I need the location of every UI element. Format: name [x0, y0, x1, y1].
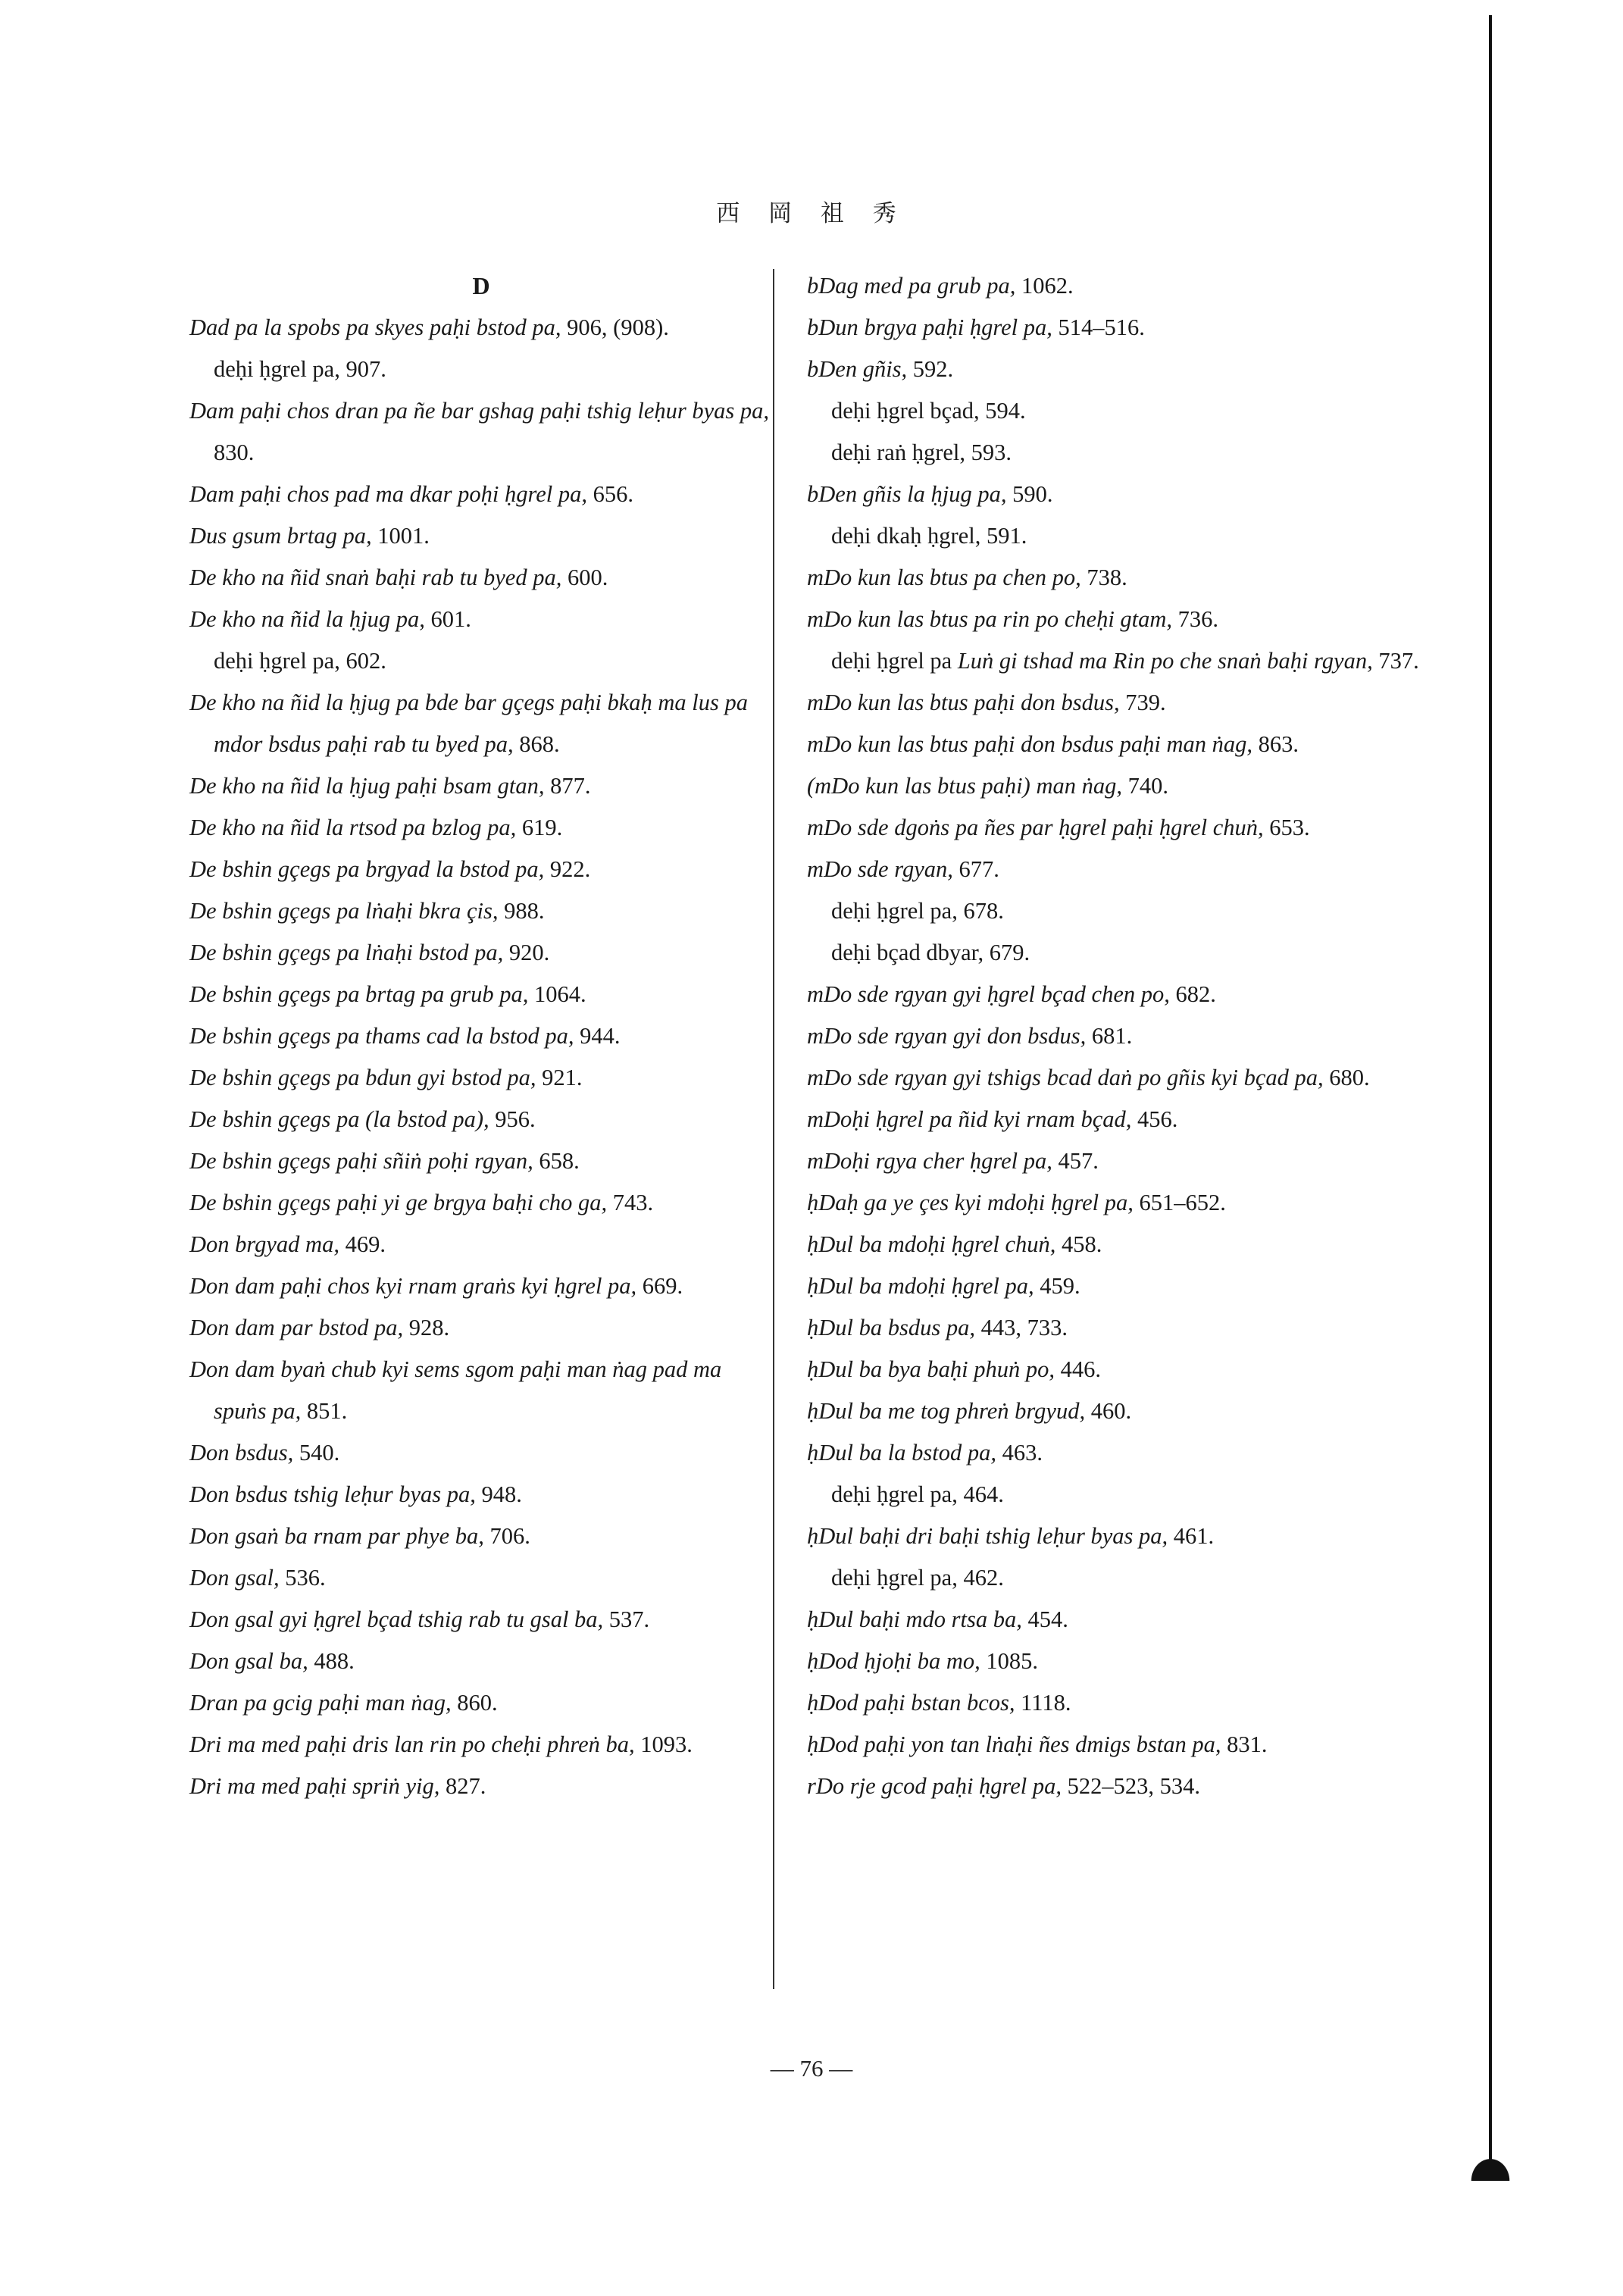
index-entry	[807, 1516, 1428, 1557]
entry-text: 737.	[1372, 648, 1419, 674]
entry-number: 658.	[533, 1148, 580, 1174]
entry-title: De kho na ñid la ḥjug paḥi bsam gtan,	[189, 773, 545, 799]
entry-title: De kho na ñid la rtsod pa bzlog pa,	[189, 815, 517, 840]
entry-title: ḥDul baḥi mdo rtsa ba,	[807, 1606, 1022, 1632]
entry-title: Don gsal,	[189, 1565, 280, 1591]
index-entry: deḥi ḥgrel pa, 907.	[214, 356, 386, 382]
entry-number: 738.	[1080, 565, 1127, 590]
index-entry	[189, 599, 773, 640]
index-entry	[807, 1265, 1428, 1307]
index-entry: deḥi ḥgrel pa, 602.	[214, 648, 386, 674]
index-entry	[807, 349, 1428, 390]
index-entry: deḥi ḥgrel pa, 462.	[831, 1565, 1004, 1591]
entry-number: 736.	[1172, 606, 1219, 632]
index-entry	[807, 765, 1428, 807]
entry-title: bDag med pa grub pa,	[807, 273, 1016, 299]
entry-title: mDo kun las btus paḥi don bsdus paḥi man ṅag,	[807, 731, 1252, 757]
index-entry: deḥi ḥgrel pa, 678.	[831, 898, 1004, 924]
entry-number: 860.	[451, 1690, 498, 1716]
index-entry	[189, 1682, 773, 1724]
entry-title: ḥDul baḥi dri baḥi tshig leḥur byas pa,	[807, 1523, 1168, 1549]
entry-title: mDo kun las btus pa rin po cheḥi gtam,	[807, 606, 1173, 632]
entry-title: mDo sde rgyan,	[807, 856, 953, 882]
entry-title: rDo rje gcod paḥi ḥgrel pa,	[807, 1773, 1062, 1799]
entry-title: De bshin gçegs paḥi sñiṅ poḥi rgyan,	[189, 1148, 533, 1174]
index-entry: deḥi bçad dbyar, 679.	[831, 940, 1030, 965]
entry-title: De kho na ñid snaṅ baḥi rab tu byed pa,	[189, 565, 562, 590]
entry-number: 830.	[214, 439, 255, 465]
index-entry	[807, 1432, 1428, 1474]
index-entry	[807, 682, 1428, 724]
right-column	[807, 265, 1428, 1807]
entry-number: 948.	[475, 1481, 522, 1507]
entry-number: 1085.	[980, 1648, 1038, 1674]
entry-title: De bshin gçegs pa thams cad la bstod pa,	[189, 1023, 574, 1049]
index-entry	[189, 974, 773, 1015]
index-entry	[189, 765, 773, 807]
index-entry	[189, 682, 773, 765]
entry-number: 944.	[574, 1023, 621, 1049]
entry-number: 906, (908).	[561, 314, 669, 340]
index-entry	[807, 599, 1428, 640]
index-entry	[189, 1224, 773, 1265]
index-entry	[807, 1224, 1428, 1265]
entry-number: 459.	[1034, 1273, 1080, 1299]
entry-number: 454.	[1021, 1606, 1068, 1632]
entry-number: 831.	[1221, 1731, 1268, 1757]
index-entry	[807, 1307, 1428, 1349]
index-entry: deḥi ḥgrel pa, 464.	[831, 1481, 1004, 1507]
margin-rule-foot	[1459, 2144, 1522, 2181]
entry-number: 743.	[607, 1190, 654, 1215]
entry-number: 922.	[544, 856, 591, 882]
entry-number: 514–516.	[1052, 314, 1145, 340]
index-entry	[189, 1557, 773, 1599]
entry-number: 863.	[1252, 731, 1299, 757]
entry-title: (mDo kun las btus paḥi) man ṅag,	[807, 773, 1122, 799]
entry-title: ḥDul ba bya baḥi phuṅ po,	[807, 1356, 1055, 1382]
entry-title: De bshin gçegs pa bdun gyi bstod pa,	[189, 1065, 536, 1090]
index-entry	[807, 474, 1428, 515]
index-entry	[807, 1057, 1428, 1099]
entry-title: Dri ma med paḥi spriṅ yig,	[189, 1773, 440, 1799]
entry-number: 1118.	[1015, 1690, 1071, 1716]
entry-number: 1093.	[634, 1731, 693, 1757]
entry-title: ḥDod paḥi bstan bcos,	[807, 1690, 1015, 1716]
index-entry	[189, 474, 773, 515]
entry-number: 656.	[586, 481, 633, 507]
entry-title: Don bsdus tshig leḥur byas pa,	[189, 1481, 476, 1507]
entry-title: De bshin gçegs pa lṅaḥi bstod pa,	[189, 940, 504, 965]
entry-title: mDoḥi ḥgrel pa ñid kyi rnam bçad,	[807, 1106, 1132, 1132]
index-entry	[189, 1099, 773, 1140]
entry-number: 446.	[1055, 1356, 1102, 1382]
entry-title: Don dam byaṅ chub kyi sems sgom paḥi man ṅag pad ma spuṅs pa,	[189, 1356, 722, 1424]
entry-title: Dus gsum brtag pa,	[189, 523, 372, 549]
index-entry	[807, 1766, 1428, 1807]
page-header: 西 岡 祖 秀	[716, 200, 907, 227]
entry-number: 988.	[498, 898, 545, 924]
index-entry	[189, 1599, 773, 1641]
entry-number: 740.	[1121, 773, 1168, 799]
index-entry	[189, 1432, 773, 1474]
entry-title: De bshin gçegs paḥi yi ge brgya baḥi cho ga,	[189, 1190, 608, 1215]
entry-number: 601.	[424, 606, 471, 632]
index-entry	[189, 1307, 773, 1349]
index-entry	[807, 1182, 1428, 1224]
entry-title: Dam paḥi chos pad ma dkar poḥi ḥgrel pa,	[189, 481, 587, 507]
index-entry	[807, 724, 1428, 765]
index-entry	[807, 557, 1428, 599]
index-entry	[189, 1265, 773, 1307]
entry-title: Luṅ gi tshad ma Rin po che snaṅ baḥi rgyan,	[957, 648, 1373, 674]
entry-title: mDoḥi rgya cher ḥgrel pa,	[807, 1148, 1052, 1174]
entry-number: 827.	[439, 1773, 486, 1799]
entry-number: 536.	[279, 1565, 326, 1591]
entry-title: Don gsal gyi ḥgrel bçad tshig rab tu gsal ba,	[189, 1606, 604, 1632]
entry-title: Dran pa gcig paḥi man ṅag,	[189, 1690, 452, 1716]
entry-title: mDo sde rgyan gyi ḥgrel bçad chen po,	[807, 981, 1170, 1007]
index-entry	[807, 640, 1428, 682]
entry-number: 592.	[907, 356, 954, 382]
index-entry	[189, 1766, 773, 1807]
left-column	[189, 265, 773, 1807]
entry-title: ḥDul ba mdoḥi ḥgrel chuṅ,	[807, 1231, 1056, 1257]
index-entry	[189, 1057, 773, 1099]
entry-number: 619.	[516, 815, 563, 840]
entry-number: 537.	[603, 1606, 650, 1632]
index-entry	[189, 557, 773, 599]
entry-number: 460.	[1085, 1398, 1132, 1424]
left-entries	[189, 307, 773, 1807]
entry-title: ḥDul ba la bstod pa,	[807, 1440, 996, 1465]
index-entry	[189, 807, 773, 849]
entry-number: 456.	[1131, 1106, 1178, 1132]
entry-title: mDo sde rgyan gyi don bsdus,	[807, 1023, 1087, 1049]
entry-title: De bshin gçegs pa (la bstod pa),	[189, 1106, 489, 1132]
index-entry	[807, 1015, 1428, 1057]
entry-number: 461.	[1168, 1523, 1215, 1549]
entry-number: 956.	[489, 1106, 536, 1132]
entry-title: Don dam par bstod pa,	[189, 1315, 404, 1340]
entry-number: 590.	[1006, 481, 1053, 507]
entry-number: 1001.	[371, 523, 430, 549]
entry-title: ḥDod ḥjoḥi ba mo,	[807, 1648, 980, 1674]
entry-number: 443, 733.	[975, 1315, 1068, 1340]
index-entry	[807, 1724, 1428, 1766]
index-entry	[807, 849, 1428, 890]
index-entry	[807, 1390, 1428, 1432]
index-entry	[807, 1349, 1428, 1390]
entry-title: Don gsal ba,	[189, 1648, 308, 1674]
entry-title: De kho na ñid la ḥjug pa,	[189, 606, 425, 632]
index-entry	[189, 1349, 773, 1432]
index-entry	[189, 1182, 773, 1224]
entry-number: 851.	[301, 1398, 348, 1424]
index-entry	[807, 807, 1428, 849]
page-number: — 76 —	[770, 2055, 853, 2082]
entry-number: 469.	[339, 1231, 386, 1257]
index-entry	[189, 1724, 773, 1766]
entry-title: De kho na ñid la ḥjug pa bde bar gçegs paḥi bkaḥ ma lus pa mdor bsdus paḥi rab tu byed pa,	[189, 690, 749, 757]
index-entry	[189, 932, 773, 974]
entry-number: 677.	[952, 856, 999, 882]
entry-number: 1064.	[528, 981, 586, 1007]
index-entry	[807, 974, 1428, 1015]
index-entry: deḥi raṅ ḥgrel, 593.	[831, 439, 1012, 465]
entry-number: 463.	[996, 1440, 1043, 1465]
index-entry	[189, 1140, 773, 1182]
entry-number: 669.	[636, 1273, 683, 1299]
index-entry: deḥi dkaḥ ḥgrel, 591.	[831, 523, 1027, 549]
index-entry	[189, 515, 773, 557]
entry-title: mDo sde rgyan gyi tshigs bcad daṅ po gñis kyi bçad pa,	[807, 1065, 1324, 1090]
entry-number: 877.	[544, 773, 591, 799]
entry-title: Don dam paḥi chos kyi rnam graṅs kyi ḥgrel pa,	[189, 1273, 637, 1299]
entry-number: 600.	[561, 565, 608, 590]
entry-number: 681.	[1086, 1023, 1133, 1049]
entry-number: 457.	[1052, 1148, 1099, 1174]
entry-title: Dad pa la spobs pa skyes paḥi bstod pa,	[189, 314, 561, 340]
entry-title: Don gsaṅ ba rnam par phye ba,	[189, 1523, 484, 1549]
entry-number: 653.	[1263, 815, 1310, 840]
entry-title: bDen gñis la ḥjug pa,	[807, 481, 1007, 507]
entry-number: 921.	[536, 1065, 583, 1090]
entry-title: De bshin gçegs pa brgyad la bstod pa,	[189, 856, 545, 882]
index-entry	[807, 1599, 1428, 1641]
index-entry	[807, 1682, 1428, 1724]
right-entries	[807, 265, 1428, 1807]
entry-title: mDo kun las btus pa chen po,	[807, 565, 1081, 590]
entry-title: Dri ma med paḥi dris lan rin po cheḥi phreṅ ba,	[189, 1731, 635, 1757]
index-entry	[807, 265, 1428, 307]
entry-number: 488.	[308, 1648, 355, 1674]
index-entry: deḥi ḥgrel bçad, 594.	[831, 398, 1026, 424]
entry-title: Dam paḥi chos dran pa ñe bar gshag paḥi tshig leḥur byas pa,	[189, 398, 770, 424]
entry-title: mDo kun las btus paḥi don bsdus,	[807, 690, 1120, 715]
index-entry	[807, 1140, 1428, 1182]
entry-title: mDo sde dgoṅs pa ñes par ḥgrel paḥi ḥgrel chuṅ,	[807, 815, 1264, 840]
entry-title: ḥDod paḥi yon tan lṅaḥi ñes dmigs bstan pa,	[807, 1731, 1221, 1757]
index-entry	[807, 1099, 1428, 1140]
column-divider	[773, 269, 774, 1989]
entry-title: Don brgyad ma,	[189, 1231, 339, 1257]
index-entry	[189, 1015, 773, 1057]
index-entry	[807, 1641, 1428, 1682]
entry-number: 920.	[503, 940, 550, 965]
entry-title: Don bsdus,	[189, 1440, 294, 1465]
entry-number: 458.	[1055, 1231, 1102, 1257]
entry-title: De bshin gçegs pa brtag pa grub pa,	[189, 981, 529, 1007]
index-entry	[189, 1641, 773, 1682]
entry-number: 651–652.	[1133, 1190, 1226, 1215]
entry-title: ḥDul ba mdoḥi ḥgrel pa,	[807, 1273, 1034, 1299]
entry-number: 1062.	[1015, 273, 1074, 299]
index-entry	[807, 307, 1428, 349]
index-entry	[189, 390, 773, 474]
entry-number: 928.	[403, 1315, 450, 1340]
entry-number: 522–523, 534.	[1062, 1773, 1201, 1799]
entry-number: 682.	[1169, 981, 1216, 1007]
index-entry	[189, 849, 773, 890]
entry-title: bDen gñis,	[807, 356, 908, 382]
entry-text: deḥi ḥgrel pa	[831, 648, 958, 674]
entry-title: ḥDaḥ ga ye çes kyi mdoḥi ḥgrel pa,	[807, 1190, 1134, 1215]
index-entry	[189, 307, 773, 349]
entry-number: 540.	[293, 1440, 340, 1465]
entry-title: ḥDul ba me tog phreṅ brgyud,	[807, 1398, 1086, 1424]
entry-number: 868.	[513, 731, 560, 757]
entry-title: De bshin gçegs pa lṅaḥi bkra çis,	[189, 898, 499, 924]
entry-number: 680.	[1323, 1065, 1370, 1090]
entry-title: bDun brgya paḥi ḥgrel pa,	[807, 314, 1052, 340]
entry-title: ḥDul ba bsdus pa,	[807, 1315, 975, 1340]
section-letter: D	[472, 272, 490, 299]
margin-rule	[1489, 15, 1492, 2160]
index-entry	[189, 1474, 773, 1516]
entry-number: 706.	[483, 1523, 530, 1549]
entry-number: 739.	[1119, 690, 1166, 715]
index-entry	[189, 890, 773, 932]
index-entry	[189, 1516, 773, 1557]
